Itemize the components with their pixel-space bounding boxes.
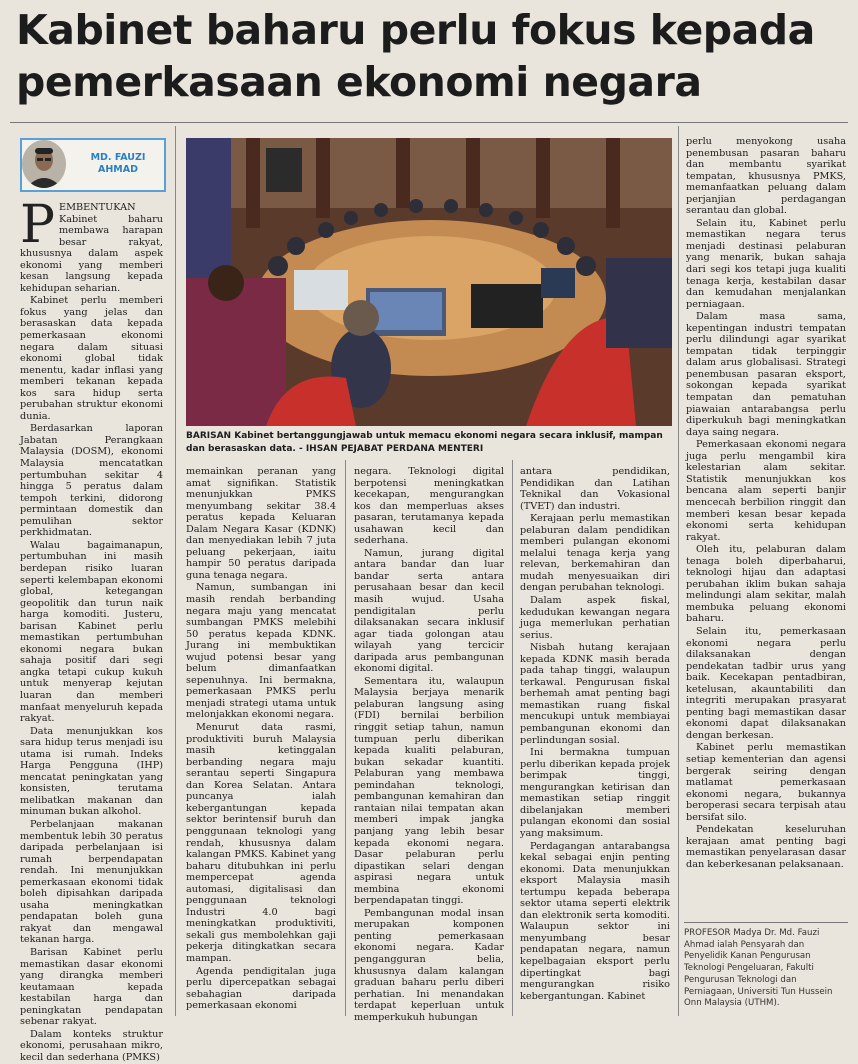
- headline: Kabinet baharu perlu fokus kepada pemerkasaan ekonomi negara: [16, 6, 815, 106]
- paragraph: Selain itu, pemerkasaan ekonomi negara perlu dilaksanakan dengan pendekatan tadbir urus yang baik. Kecekapan pentadbiran, ketelusan, akauntabiliti dan integriti merupakan prasyarat penting bagi memastikan dasar ekonomi dapat dilaksanakan dengan berkesan.: [686, 625, 846, 741]
- paragraph: Pembangunan modal insan merupakan komponen penting pemerkasaan ekonomi negara. Kadar pengangguran belia, khususnya dalam kalangan graduan baharu perlu diberi perhatian. Ini menandakan terdapat keperluan untuk memperkukuh hubungan: [354, 907, 504, 1023]
- paragraph: memainkan peranan yang amat signifikan. Statistik menunjukkan PMKS menyumbang sekitar 38.4 peratus kepada Keluaran Dalam Negara Kasar (KDNK) dan menyediakan lebih 7 juta peluang pekerjaan, iaitu hampir 50 peratus daripada guna tenaga negara.: [186, 466, 336, 581]
- paragraph: Menurut data rasmi, produktiviti buruh Malaysia masih ketinggalan berbanding negara maju serantau seperti Singapura dan Korea Selatan. Antara puncanya ialah kebergantungan kepada sektor berintensif buruh dan penggunaan teknologi yang rendah, khususnya dalam kalangan PMKS. Kabinet yang baharu ditubuhkan ini perlu mempercepat agenda automasi, digitalisasi dan penggunaan teknologi Industri 4.0 bagi meningkatkan produktiviti, sekali gus membolehkan gaji pekerja ditingkatkan secara mampan.: [186, 722, 336, 964]
- column-divider-1: [175, 126, 176, 1016]
- paragraph: Walau bagaimanapun, pertumbuhan ini masih berdepan risiko luaran seperti kelembapan ekonomi global, ketegangan geopolitik dan turun naik harga komoditi. Justeru, barisan Kabinet perlu memastikan pertumbuhan ekonomi negara bukan sahaja positif dari segi angka tetapi cukup kukuh untuk menyerap kejutan luaran dan memberi manfaat menyeluruh kepada rakyat.: [20, 539, 163, 725]
- paragraph: Namun, sumbangan ini masih rendah berbanding negara maju yang mencatat sumbangan PMKS melebihi 50 peratus kepada KDNK. Jurang ini membuktikan wujud potensi besar yang belum dimanfaatkan sepenuhnya. Ini bermakna, pemerkasaan PMKS perlu menjadi strategi utama untuk melonjakkan ekonomi negara.: [186, 582, 336, 721]
- paragraph: negara. Teknologi digital berpotensi meningkatkan kecekapan, mengurangkan kos dan memperluas akses pasaran, terutamanya kepada usahawan kecil dan sederhana.: [354, 466, 504, 547]
- paragraph: Dalam konteks struktur ekonomi, perusahaan mikro, kecil dan sederhana (PMKS): [20, 1028, 163, 1063]
- column-divider-4: [512, 460, 513, 1016]
- caption-lead: BARISAN: [186, 431, 232, 441]
- first-paragraph: [20, 195, 163, 294]
- paragraph: Kabinet perlu memberi fokus yang jelas dan berasaskan data kepada pemerkasaan ekonomi negara dalam situasi ekonomi global tidak menentu, kadar inflasi yang memberi tekanan kepada kos sara hidup serta perubahan struktur ekonomi dunia.: [20, 295, 163, 422]
- bio-rule: [684, 922, 848, 923]
- paragraph: Barisan Kabinet perlu memastikan dasar ekonomi yang dirangka memberi keutamaan kepada kestabilan harga dan peningkatan pendapatan sebenar rakyat.: [20, 947, 163, 1028]
- drop-cap: P: [20, 195, 55, 255]
- paragraph: Sementara itu, walaupun Malaysia berjaya menarik pelaburan langsung asing (FDI) bernilai berbilion ringgit setiap tahun, namun tumpuan perlu diberikan kepada kualiti pelaburan, bukan sekadar kuantiti. Pelaburan yang membawa pemindahan teknologi, pembangunan kemahiran dan rantaian nilai tempatan akan memberi impak jangka panjang yang lebih besar kepada ekonomi negara. Dasar pelaburan perlu dipastikan selari dengan aspirasi negara untuk membina ekonomi berpendapatan tinggi.: [354, 675, 504, 907]
- cabinet-meeting-photo: [186, 138, 672, 426]
- paragraph: antara pendidikan, Pendidikan dan Latihan Teknikal dan Vokasional (TVET) dan industri.: [520, 466, 670, 512]
- article-column-1: [20, 195, 163, 1064]
- paragraph: Selain itu, Kabinet perlu memastikan negara terus menjadi destinasi pelaburan yang menarik, bukan sahaja dari segi kos tetapi juga kualiti tenaga kerja, kestabilan dasar dan kemudahan menjalankan perniagaan.: [686, 217, 846, 310]
- paragraph: Berdasarkan laporan Jabatan Perangkaan Malaysia (DOSM), ekonomi Malaysia mencatatkan pertumbuhan sekitar 4 hingga 5 peratus dalam tempoh terkini, didorong permintaan domestik dan pemulihan sektor perkhidmatan.: [20, 423, 163, 539]
- paragraph: Perdagangan antarabangsa kekal sebagai enjin penting ekonomi. Data menunjukkan eksport Malaysia masih tertumpu kepada beberapa sektor utama seperti elektrik dan elektronik serta komoditi. Walaupun sektor ini menyumbang besar pendapatan negara, namun kepelbagaian eksport perlu dipertingkat bagi mengurangkan risiko kebergantungan. Kabinet: [520, 840, 670, 1002]
- photo-caption: [186, 430, 672, 455]
- author-avatar: [22, 140, 66, 188]
- first-paragraph-text: EMBENTUKAN Kabinet baharu membawa harapan besar rakyat, khususnya dalam aspek ekonomi yang memberi kesan langsung kepada kehidupan seharian.: [20, 202, 163, 294]
- caption-credit: - IHSAN PEJABAT PERDANA MENTERI: [298, 443, 484, 454]
- paragraph: Perbelanjaan makanan membentuk lebih 30 peratus daripada perbelanjaan isi rumah berpendapatan rendah. Ini menunjukkan pemerkasaan ekonomi tidak boleh dipisahkan daripada usaha meningkatkan pendapatan boleh guna rakyat dan mengawal tekanan harga.: [20, 818, 163, 946]
- caption-text: Kabinet bertanggungjawab untuk memacu ekonomi negara secara inklusif, mampan dan berasaskan data.: [186, 431, 663, 454]
- article-column-5: [686, 136, 846, 871]
- paragraph: Kabinet perlu memastikan setiap kementerian dan agensi bergerak seiring dengan matlamat pemerkasaan ekonomi negara, bukannya beroperasi secara terpisah atau bersifat silo.: [686, 742, 846, 823]
- paragraph: perlu menyokong usaha penembusan pasaran baharu dan membantu syarikat tempatan, khususnya PMKS, memanfaatkan peluang dalam perjanjian perdagangan serantau dan global.: [686, 136, 846, 217]
- paragraph: Dalam masa sama, kepentingan industri tempatan perlu dilindungi agar syarikat tempatan tidak terpinggir dalam arus globalisasi. Strategi penembusan pasaran eksport, sokongan kepada syarikat tempatan dan pematuhan piawaian antarabangsa perlu diperkukuh bagi meningkatkan daya saing negara.: [686, 311, 846, 438]
- paragraph: Pemerkasaan ekonomi negara juga perlu mengambil kira kelestarian alam sekitar. Statistik menunjukkan kos bencana alam seperti banjir mencecah berbilion ringgit dan memberi kesan besar kepada ekonomi serta kehidupan rakyat.: [686, 439, 846, 543]
- paragraph: Namun, jurang digital antara bandar dan luar bandar serta antara perusahaan besar dan kecil masih wujud. Usaha pendigitalan perlu dilaksanakan secara inklusif agar tiada golongan atau wilayah yang tercicir daripada arus pembangunan ekonomi digital.: [354, 547, 504, 675]
- author-bio: PROFESOR Madya Dr. Md. Fauzi Ahmad ialah Pensyarah dan Penyelidik Kanan Pengurusan Teknologi Pengeluaran, Fakulti Pengurusan Teknologi dan Perniagaan, Universiti Tun Hussein Onn Malaysia (UTHM).: [684, 928, 833, 1009]
- paragraph: Data menunjukkan kos sara hidup terus menjadi isu utama isi rumah. Indeks Harga Pengguna (IHP) mencatat peningkatan yang konsisten, terutama melibatkan makanan dan minuman bukan alkohol.: [20, 725, 163, 818]
- paragraph: Kerajaan perlu memastikan pelaburan dalam pendidikan memberi pulangan ekonomi melalui tenaga kerja yang relevan, berkemahiran dan mudah menyesuaikan diri dengan perubahan teknologi.: [520, 513, 670, 594]
- paragraph: Oleh itu, pelaburan dalam tenaga boleh diperbaharui, teknologi hijau dan adaptasi perubahan iklim bukan sahaja melindungi alam sekitar, malah membuka peluang ekonomi baharu.: [686, 544, 846, 625]
- top-rule: [10, 122, 848, 123]
- column-divider-3: [345, 460, 346, 1016]
- paragraph: Nisbah hutang kerajaan kepada KDNK masih berada pada tahap tinggi, walaupun terkawal. Pengurusan fiskal berhemah amat penting bagi memastikan ruang fiskal mencukupi untuk membiayai pembangunan ekonomi dan perlindungan sosial.: [520, 642, 670, 746]
- paragraph: Dalam aspek fiskal, kedudukan kewangan negara juga memerlukan perhatian serius.: [520, 595, 670, 641]
- paragraph: Agenda pendigitalan juga perlu dipercepatkan sebagai sebahagian daripada pemerkasaan ekonomi: [186, 965, 336, 1012]
- article-column-4: [520, 466, 670, 1003]
- paragraph: Pendekatan keseluruhan kerajaan amat penting bagi memastikan penyelarasan dasar dan keberkesanan pelaksanaan.: [686, 824, 846, 870]
- paragraph: Ini bermakna tumpuan perlu diberikan kepada projek berimpak tinggi, mengurangkan ketirisan dan memastikan setiap ringgit dibelanjakan memberi pulangan ekonomi dan sosial yang maksimum.: [520, 747, 670, 839]
- article-column-2: [186, 466, 336, 1013]
- author-name: MD. FAUZI AHMAD: [90, 152, 146, 175]
- column-divider-2: [678, 126, 679, 1016]
- article-column-3: [354, 466, 504, 1024]
